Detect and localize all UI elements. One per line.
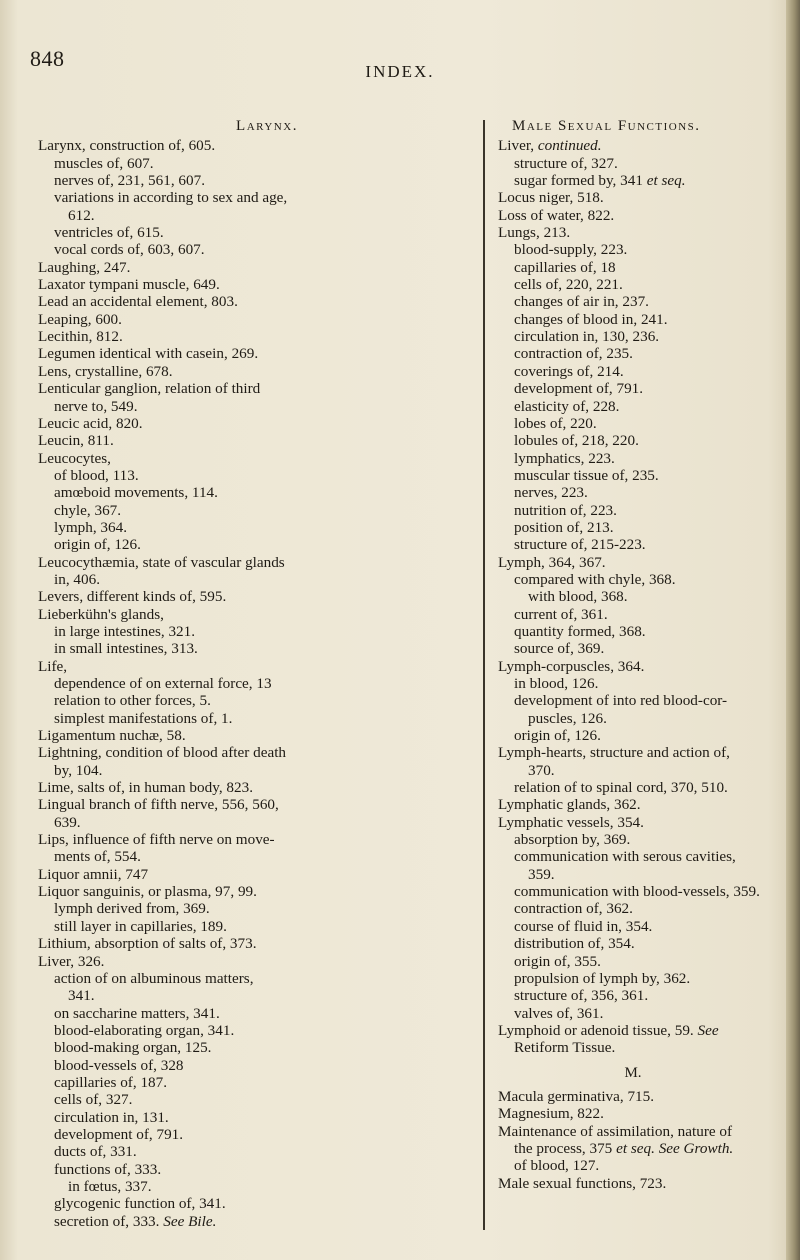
index-entry-text: variations in according to sex and age, (54, 189, 288, 207)
index-entry (498, 762, 788, 779)
index-entry-text: absorption by, 369. (514, 831, 631, 849)
index-entry (498, 415, 788, 432)
index-entry (38, 155, 466, 172)
index-entry (38, 796, 466, 813)
index-entry-text: 612. (68, 206, 95, 224)
index-entry-text: lobules of, 218, 220. (514, 432, 639, 450)
index-entry (38, 953, 466, 970)
index-entry (38, 918, 466, 935)
index-entry-text: compared with chyle, 368. (514, 570, 676, 588)
index-entry (38, 640, 466, 657)
index-entry (38, 692, 466, 709)
index-entry (498, 571, 788, 588)
index-entry-text: Liquor sanguinis, or plasma, 97, 99. (38, 883, 257, 901)
index-entry-text: blood-vessels of, 328 (54, 1056, 184, 1074)
index-entry-text: action of on albuminous matters, (54, 969, 254, 987)
index-entry (38, 1109, 466, 1126)
index-entry (498, 727, 788, 744)
index-entry (38, 831, 466, 848)
index-entry-text: capillaries of, 187. (54, 1073, 168, 1091)
index-entry-text: Lymphatic vessels, 354. (498, 813, 644, 831)
index-entry-text: nutrition of, 223. (514, 501, 617, 519)
index-entry-text: in, 406. (54, 570, 100, 588)
index-entry (38, 1126, 466, 1143)
index-entry-text: of blood, 127. (514, 1157, 600, 1175)
index-entry-see-ref: See (697, 1021, 719, 1039)
index-entry-text: course of fluid in, 354. (514, 917, 653, 935)
index-entry (498, 623, 788, 640)
index-entry-text: Legumen identical with casein, 269. (38, 345, 259, 363)
index-entry (38, 484, 466, 501)
index-entry (38, 398, 466, 415)
right-entries-m-list (498, 1088, 788, 1192)
right-column (498, 118, 788, 1192)
index-entry (498, 1022, 788, 1039)
index-entry-text: Male sexual functions, 723. (498, 1174, 667, 1192)
index-entry (498, 779, 788, 796)
index-entry-text: in fœtus, 337. (68, 1177, 152, 1195)
index-entry (498, 328, 788, 345)
index-entry (38, 189, 466, 206)
index-entry-text: structure of, 356, 361. (514, 987, 649, 1005)
index-entry (38, 450, 466, 467)
index-entry (38, 1143, 466, 1160)
index-entry (498, 606, 788, 623)
index-entry-text: secretion of, 333. (54, 1212, 160, 1230)
index-entry (498, 675, 788, 692)
index-entry (498, 848, 788, 865)
index-entry (38, 554, 466, 571)
index-entry-text: source of, 369. (514, 640, 605, 658)
index-entry-text: contraction of, 362. (514, 900, 633, 918)
index-entry-text: changes of air in, 237. (514, 293, 649, 311)
index-entry (498, 710, 788, 727)
index-entry-text: Lymphoid or adenoid tissue, 59. (498, 1021, 698, 1039)
index-entry-text: circulation in, 130, 236. (514, 328, 660, 346)
index-entry (498, 363, 788, 380)
index-entry (498, 259, 788, 276)
index-entry-text: dependence of on external force, 13 (54, 675, 272, 692)
index-entry-text: relation of to spinal cord, 370, 510. (514, 779, 728, 797)
index-entry-text: in large intestines, 321. (54, 622, 196, 640)
index-entry-text: cells of, 327. (54, 1091, 133, 1109)
index-entry-text: Levers, different kinds of, 595. (38, 588, 227, 606)
index-entry-text: origin of, 126. (54, 536, 141, 554)
index-entry-text: coverings of, 214. (514, 362, 624, 380)
index-entry-see-ref: See Bile. (159, 1212, 217, 1230)
index-entry (498, 814, 788, 831)
index-entry-italic: continued. (537, 137, 602, 155)
index-entry-text: elasticity of, 228. (514, 397, 620, 415)
index-entry-text: ments of, 554. (54, 848, 141, 866)
index-entry-text: of blood, 113. (54, 466, 139, 484)
index-entry-text: Lieberkühn's glands, (38, 605, 164, 623)
index-entry-text: Life, (38, 657, 68, 675)
index-entry (38, 207, 466, 224)
index-entry-text: communication with serous cavities, (514, 848, 736, 866)
index-entry-text: cells of, 220, 221. (514, 276, 623, 294)
index-entry-text: communication with blood-vessels, 359. (514, 883, 760, 901)
index-entry (38, 623, 466, 640)
index-entry-text: blood-making organ, 125. (54, 1039, 212, 1057)
index-entry-text: Leucocythæmia, state of vascular glands (38, 553, 285, 571)
index-entry-text: Lymph-corpuscles, 364. (498, 657, 645, 675)
index-entry (498, 1157, 788, 1174)
index-entry (498, 1123, 788, 1140)
index-entry-text: development of into red blood-cor- (514, 692, 728, 710)
index-entry (498, 276, 788, 293)
index-entry (38, 1161, 466, 1178)
index-entry-text: Locus niger, 518. (498, 189, 604, 207)
index-entry (38, 1195, 466, 1212)
index-entry-text: contraction of, 235. (514, 345, 633, 363)
index-entry-text: Magnesium, 822. (498, 1105, 604, 1123)
index-entry (38, 311, 466, 328)
index-entry-text: 359. (528, 865, 555, 883)
index-entry (38, 241, 466, 258)
index-entry (498, 519, 788, 536)
index-entry (498, 953, 788, 970)
index-entry-text: Loss of water, 822. (498, 206, 615, 224)
index-entry-text: Lithium, absorption of salts of, 373. (38, 935, 257, 953)
index-entry (498, 588, 788, 605)
index-entry-text: nerves, 223. (514, 484, 588, 502)
index-entry-text: the process, 375 (514, 1139, 617, 1157)
index-entry (498, 484, 788, 501)
index-entry (38, 172, 466, 189)
index-entry-text: still layer in capillaries, 189. (54, 917, 227, 935)
index-entry-text: muscles of, 607. (54, 154, 154, 172)
index-entry (498, 467, 788, 484)
index-entry (38, 727, 466, 744)
index-entry-text: structure of, 215-223. (514, 536, 646, 554)
index-entry-see-ref: See Growth. (654, 1139, 734, 1157)
index-entry (498, 224, 788, 241)
index-entry (38, 345, 466, 362)
index-entry (38, 1022, 466, 1039)
index-entry (38, 380, 466, 397)
index-entry-text: puscles, 126. (528, 709, 607, 727)
index-entry (498, 155, 788, 172)
index-entry-text: blood-elaborating organ, 341. (54, 1021, 235, 1039)
index-entry-text: current of, 361. (514, 605, 608, 623)
index-entry (498, 935, 788, 952)
index-entry (38, 779, 466, 796)
index-entry (498, 640, 788, 657)
index-entry (498, 1088, 788, 1105)
index-entry (38, 883, 466, 900)
index-entry-text: glycogenic function of, 341. (54, 1195, 226, 1213)
index-entry-text: lobes of, 220. (514, 414, 597, 432)
index-entry (498, 293, 788, 310)
index-entry (38, 1178, 466, 1195)
index-entry (498, 1175, 788, 1192)
index-entry-text: origin of, 355. (514, 952, 601, 970)
index-entry (498, 380, 788, 397)
index-entry-text: 370. (528, 761, 555, 779)
index-entry (38, 1057, 466, 1074)
index-entry-text: changes of blood in, 241. (514, 310, 668, 328)
index-entry (498, 189, 788, 206)
index-entry (38, 1091, 466, 1108)
index-entry-text: 639. (54, 813, 81, 831)
index-entry-text: origin of, 126. (514, 727, 601, 745)
index-entry-text: Lenticular ganglion, relation of third (38, 380, 261, 398)
left-column (38, 118, 466, 1230)
index-entry (498, 137, 788, 154)
index-entry (38, 987, 466, 1004)
index-entry (38, 293, 466, 310)
index-entry (498, 692, 788, 709)
index-entry-text: Laxator tympani muscle, 649. (38, 276, 220, 294)
index-entry (38, 848, 466, 865)
index-entry-text: on saccharine matters, 341. (54, 1004, 220, 1022)
index-entry (498, 345, 788, 362)
index-entry-text: chyle, 367. (54, 501, 122, 519)
index-entry-text: amœboid movements, 114. (54, 484, 218, 502)
index-entry-italic: et seq. (616, 1139, 655, 1157)
left-column-heading: Larynx. (236, 118, 298, 134)
index-entry-text: valves of, 361. (514, 1004, 604, 1022)
index-entry (498, 536, 788, 553)
index-entry-text: Retiform Tissue. (514, 1039, 616, 1057)
index-entry-text: Lymph-hearts, structure and action of, (498, 744, 730, 762)
index-entry-text: vocal cords of, 603, 607. (54, 241, 205, 259)
index-entry (498, 311, 788, 328)
index-entry (38, 363, 466, 380)
page-edge (786, 0, 800, 1260)
index-entry (38, 1005, 466, 1022)
index-entry (498, 432, 788, 449)
index-entry (38, 900, 466, 917)
index-entry (498, 796, 788, 813)
index-entry (38, 467, 466, 484)
index-entry-text: Laughing, 247. (38, 258, 131, 276)
index-entry-text: structure of, 327. (514, 154, 618, 172)
index-entry (38, 432, 466, 449)
index-entry-text: distribution of, 354. (514, 935, 635, 953)
index-entry (498, 970, 788, 987)
index-entry (498, 658, 788, 675)
index-entry-text: Maintenance of assimilation, nature of (498, 1122, 733, 1140)
index-entry-text: Ligamentum nuchæ, 58. (38, 727, 186, 745)
index-entry-text: position of, 213. (514, 518, 614, 536)
index-entry (498, 900, 788, 917)
right-column-heading: Male Sexual Functions. (512, 118, 701, 134)
index-entry (38, 415, 466, 432)
index-entry-text: Leucin, 811. (38, 432, 114, 450)
index-entry (498, 502, 788, 519)
index-entry-text: Lymphatic glands, 362. (498, 796, 641, 814)
index-entry-text: functions of, 333. (54, 1160, 162, 1178)
index-entry-text: Lead an accidental element, 803. (38, 293, 238, 311)
index-entry-text: circulation in, 131. (54, 1108, 169, 1126)
index-entry-text: relation to other forces, 5. (54, 692, 211, 710)
right-entries-list (498, 137, 788, 1056)
running-head: INDEX. (365, 62, 435, 81)
index-entry (498, 1005, 788, 1022)
section-letter: M. (624, 1064, 642, 1081)
index-entry-text: nerves of, 231, 561, 607. (54, 172, 206, 190)
index-entry-text: simplest manifestations of, 1. (54, 709, 233, 727)
index-entry-text: lymphatics, 223. (514, 449, 615, 467)
index-entry (38, 658, 466, 675)
index-entry (38, 328, 466, 345)
index-entry (38, 1213, 466, 1230)
index-entry-text: Lightning, condition of blood after death (38, 744, 287, 762)
index-entry (38, 224, 466, 241)
index-entry-text: lymph derived from, 369. (54, 900, 210, 918)
index-entry-text: development of, 791. (54, 1125, 184, 1143)
index-entry-text: blood-supply, 223. (514, 241, 628, 259)
index-entry-text: lymph, 364. (54, 518, 127, 536)
index-entry (498, 554, 788, 571)
index-entry (498, 1039, 788, 1056)
index-entry-text: Lingual branch of fifth nerve, 556, 560, (38, 796, 279, 814)
index-entry (38, 935, 466, 952)
index-entry (38, 1039, 466, 1056)
index-entry (38, 814, 466, 831)
index-entry-text: muscular tissue of, 235. (514, 466, 659, 484)
index-entry (38, 970, 466, 987)
index-entry (498, 744, 788, 761)
index-entry (38, 606, 466, 623)
index-entry-text: Leucocytes, (38, 449, 111, 467)
index-entry (498, 987, 788, 1004)
index-entry (498, 918, 788, 935)
index-entry-text: nerve to, 549. (54, 397, 138, 415)
index-entry-text: Larynx, construction of, 605. (38, 137, 216, 155)
index-entry-text: by, 104. (54, 761, 103, 779)
index-entry (38, 710, 466, 727)
index-entry (38, 571, 466, 588)
index-entry (38, 588, 466, 605)
index-entry (498, 398, 788, 415)
index-entry (38, 502, 466, 519)
index-entry (498, 172, 788, 189)
index-entry-text: Macula germinativa, 715. (498, 1087, 655, 1105)
index-entry-text: Lime, salts of, in human body, 823. (38, 779, 253, 797)
index-entry-text: Lungs, 213. (498, 224, 571, 242)
index-entry (38, 276, 466, 293)
index-entry-text: Lymph, 364, 367. (498, 553, 606, 571)
index-entry (498, 883, 788, 900)
index-entry-text: Liver, (498, 137, 538, 155)
index-entry-text: ducts of, 331. (54, 1143, 137, 1161)
index-entry (498, 1105, 788, 1122)
left-entries-list (38, 137, 466, 1230)
index-entry-text: capillaries of, 18 (514, 258, 616, 276)
index-entry-text: Lips, influence of fifth nerve on move- (38, 831, 275, 849)
index-entry-text: Lens, crystalline, 678. (38, 362, 173, 380)
index-entry (38, 536, 466, 553)
index-entry-text: Liver, 326. (38, 952, 105, 970)
index-entry (498, 1140, 788, 1157)
index-entry (38, 1074, 466, 1091)
index-entry (498, 241, 788, 258)
index-entry (38, 519, 466, 536)
index-entry-text: Leucic acid, 820. (38, 414, 143, 432)
index-entry-text: propulsion of lymph by, 362. (514, 969, 691, 987)
index-entry-text: ventricles of, 615. (54, 224, 164, 242)
index-entry (498, 831, 788, 848)
index-entry-text: Leaping, 600. (38, 310, 122, 328)
index-entry-italic: et seq. (646, 172, 686, 190)
index-entry (38, 744, 466, 761)
index-entry (498, 207, 788, 224)
index-entry-text: quantity formed, 368. (514, 622, 646, 640)
index-entry-text: with blood, 368. (528, 588, 628, 606)
index-entry (498, 866, 788, 883)
index-entry (38, 137, 466, 154)
column-divider (483, 120, 485, 1230)
index-entry (38, 866, 466, 883)
page-number: 848 (30, 46, 65, 71)
index-entry-text: Lecithin, 812. (38, 328, 123, 346)
index-entry-text: 341. (68, 987, 95, 1005)
index-entry-text: sugar formed by, 341 (514, 172, 647, 190)
index-entry (38, 259, 466, 276)
index-entry (38, 762, 466, 779)
index-entry-text: development of, 791. (514, 380, 644, 398)
index-entry-text: in blood, 126. (514, 675, 599, 692)
index-entry-text: in small intestines, 313. (54, 640, 198, 658)
index-entry-text: Liquor amnii, 747 (38, 865, 149, 883)
index-entry (38, 675, 466, 692)
index-entry (498, 450, 788, 467)
